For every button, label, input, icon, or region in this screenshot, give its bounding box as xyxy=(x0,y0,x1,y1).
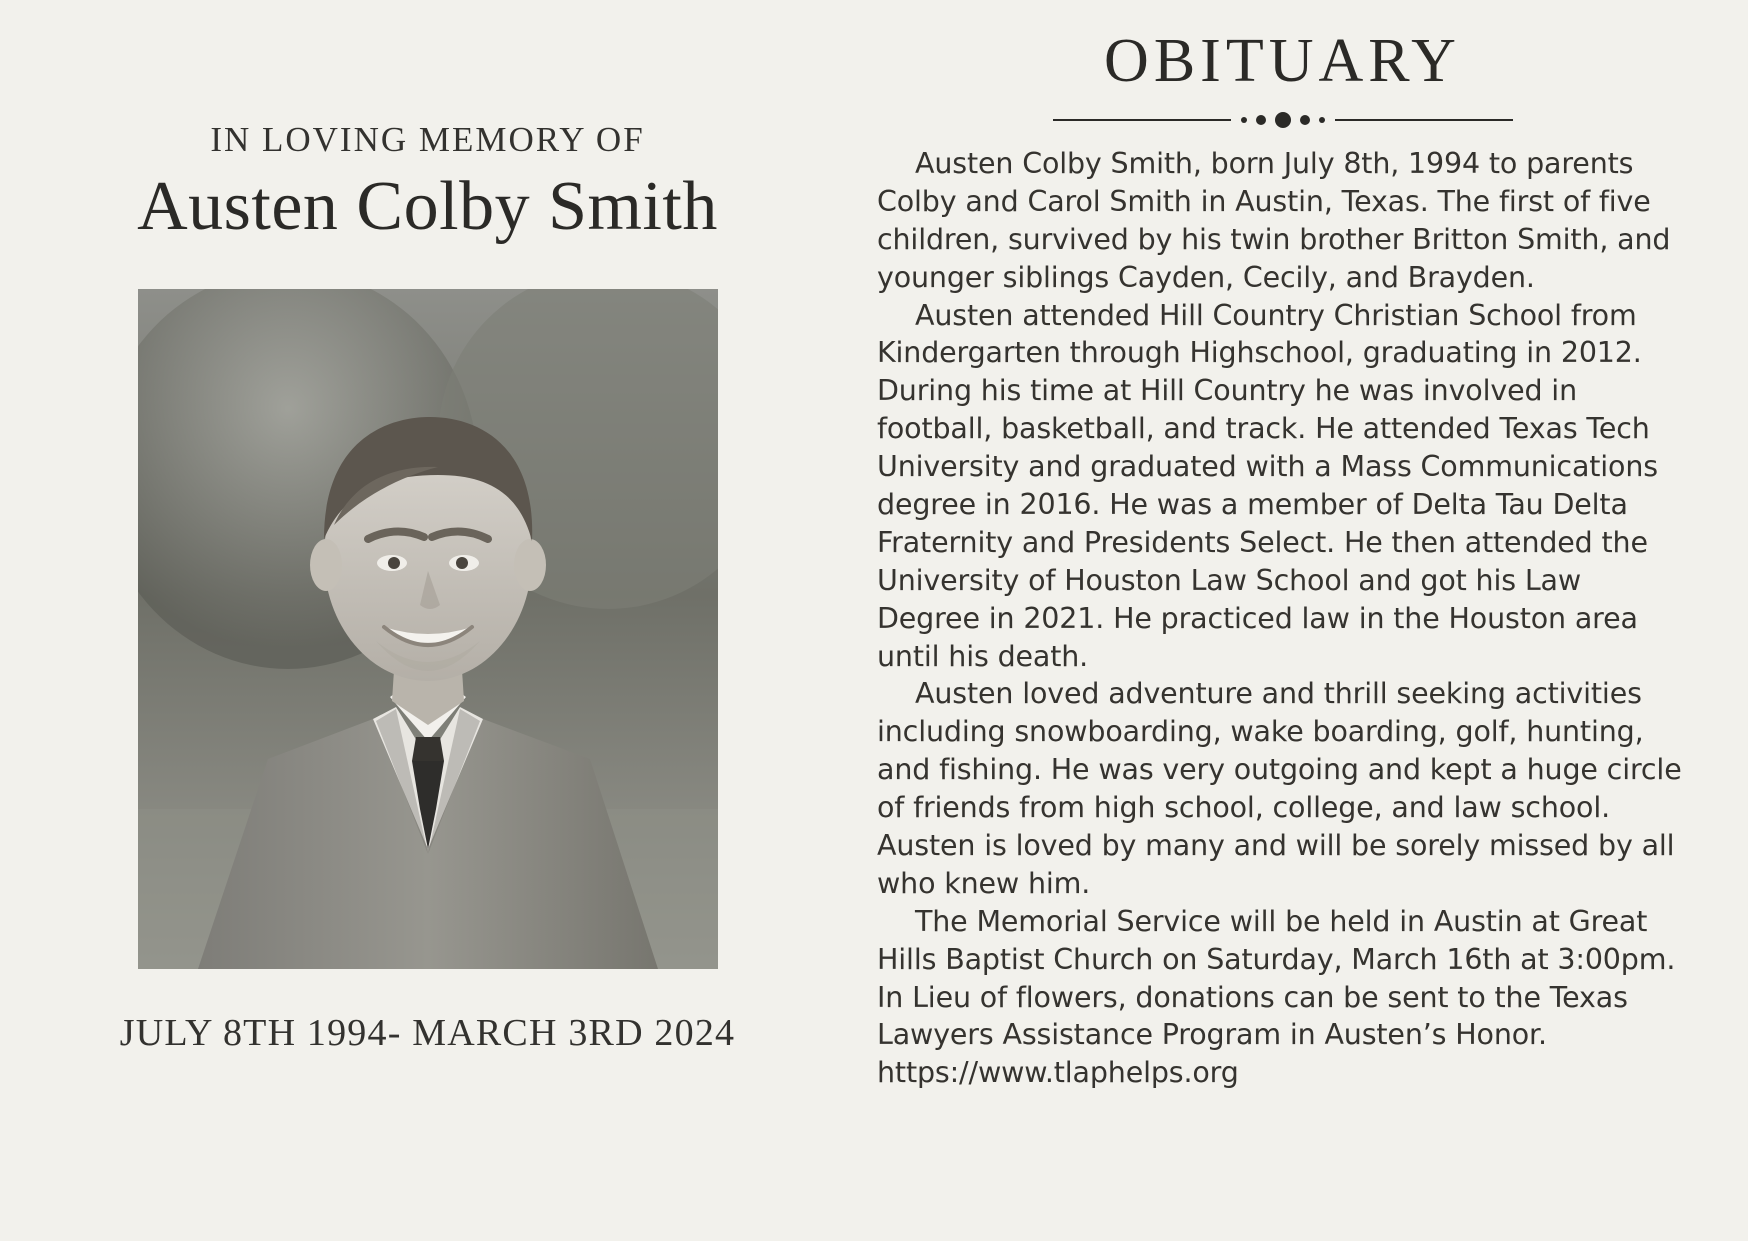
obituary-body xyxy=(877,145,1688,1092)
obituary-paragraph: Austen loved adventure and thrill seeking activities including snowboarding, wake boarding, golf, hunting, and fishing. He was very outgoing and kept a huge circle of friends from high school, college, and law school. Austen is loved by many and will be sorely missed by all who knew him. xyxy=(877,677,1682,900)
divider-dot-large-center xyxy=(1275,112,1291,128)
deceased-name: Austen Colby Smith xyxy=(137,168,718,245)
obituary-paragraph: Austen attended Hill Country Christian School from Kindergarten through Highschool, graduating in 2012. During his time at Hill Country he was involved in football, basketball, and track. He attended Texas Tech University and graduated with a Mass Communications degree in 2016. He was a member of Delta Tau Delta Fraternity and Presidents Select. He then attended the University of Houston Law School and got his Law Degree in 2021. He practiced law in the Houston area until his death. xyxy=(877,298,1658,673)
divider-dots xyxy=(1231,109,1335,131)
divider-dot-medium-left xyxy=(1256,115,1266,125)
portrait-photo xyxy=(138,289,718,969)
ornamental-divider xyxy=(1053,109,1513,131)
in-loving-memory-label: IN LOVING MEMORY OF xyxy=(210,120,645,159)
obituary-heading: OBITUARY xyxy=(1104,27,1461,95)
portrait-illustration-icon xyxy=(138,289,718,969)
obituary-paragraph: Austen Colby Smith, born July 8th, 1994 to parents Colby and Carol Smith in Austin, Texas. The first of five children, survived by his twin brother Britton Smith, and younger siblings Cayden, Cecily, and Brayden. xyxy=(877,147,1671,294)
obituary-paragraph: The Memorial Service will be held in Austin at Great Hills Baptist Church on Saturday, March 16th at 3:00pm. In Lieu of flowers, donations can be sent to the Texas Lawyers Assistance Program in Austen’s Honor. https://www.tlaphelps.org xyxy=(877,904,1676,1090)
divider-dot-medium-right xyxy=(1300,115,1310,125)
divider-dot-small-left xyxy=(1241,117,1247,123)
life-dates: JULY 8TH 1994- MARCH 3RD 2024 xyxy=(119,1012,736,1054)
divider-dot-small-right xyxy=(1319,117,1325,123)
obituary-column xyxy=(855,0,1748,1241)
memorial-column xyxy=(0,0,855,1241)
